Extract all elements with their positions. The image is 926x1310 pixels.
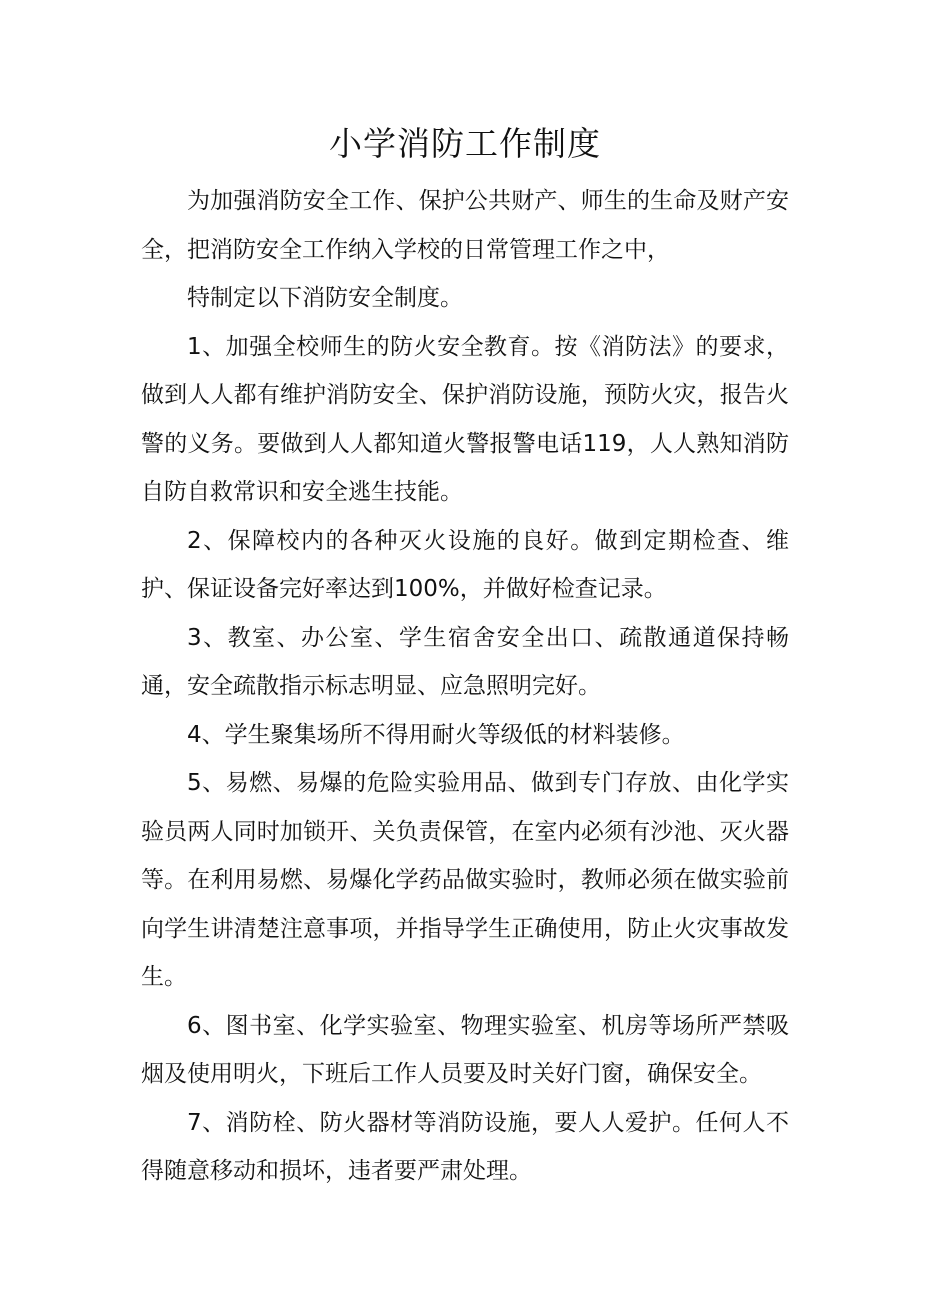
- rule-item-2: 2、保障校内的各种灭火设施的良好。做到定期检查、维护、保证设备完好率达到100%，并做好检查记录。: [141, 527, 789, 602]
- rule-item-1: 1、加强全校师生的防火安全教育。按《消防法》的要求，做到人人都有维护消防安全、保护消防设施，预防火灾，报告火警的义务。要做到人人都知道火警报警电话119，人人熟知消防自防自救常识和安全逃生技能。: [141, 333, 789, 505]
- rule-item-3: 3、教室、办公室、学生宿舍安全出口、疏散通道保持畅通，安全疏散指示标志明显、应急照明完好。: [141, 624, 789, 699]
- paragraph-intro-continued: 特制定以下消防安全制度。: [187, 285, 463, 311]
- rule-item-4: 4、学生聚集场所不得用耐火等级低的材料装修。: [187, 721, 685, 748]
- rule-item-7: 7、消防栓、防火器材等消防设施，要人人爱护。任何人不得随意移动和损坏，违者要严肃处理。: [141, 1109, 789, 1184]
- document-page: [141, 120, 789, 1196]
- rule-item-6: 6、图书室、化学实验室、物理实验室、机房等场所严禁吸烟及使用明火，下班后工作人员要及时关好门窗，确保安全。: [141, 1012, 789, 1087]
- document-title: 小学消防工作制度: [329, 124, 601, 163]
- rule-item-5: 5、易燃、易爆的危险实验用品、做到专门存放、由化学实验员两人同时加锁开、关负责保管，在室内必须有沙池、灭火器等。在利用易燃、易爆化学药品做实验时，教师必须在做实验前向学生讲清楚注意事项，并指导学生正确使用，防止火灾事故发生。: [141, 770, 789, 990]
- paragraph-intro: 为加强消防安全工作、保护公共财产、师生的生命及财产安全，把消防安全工作纳入学校的日常管理工作之中，: [141, 188, 789, 263]
